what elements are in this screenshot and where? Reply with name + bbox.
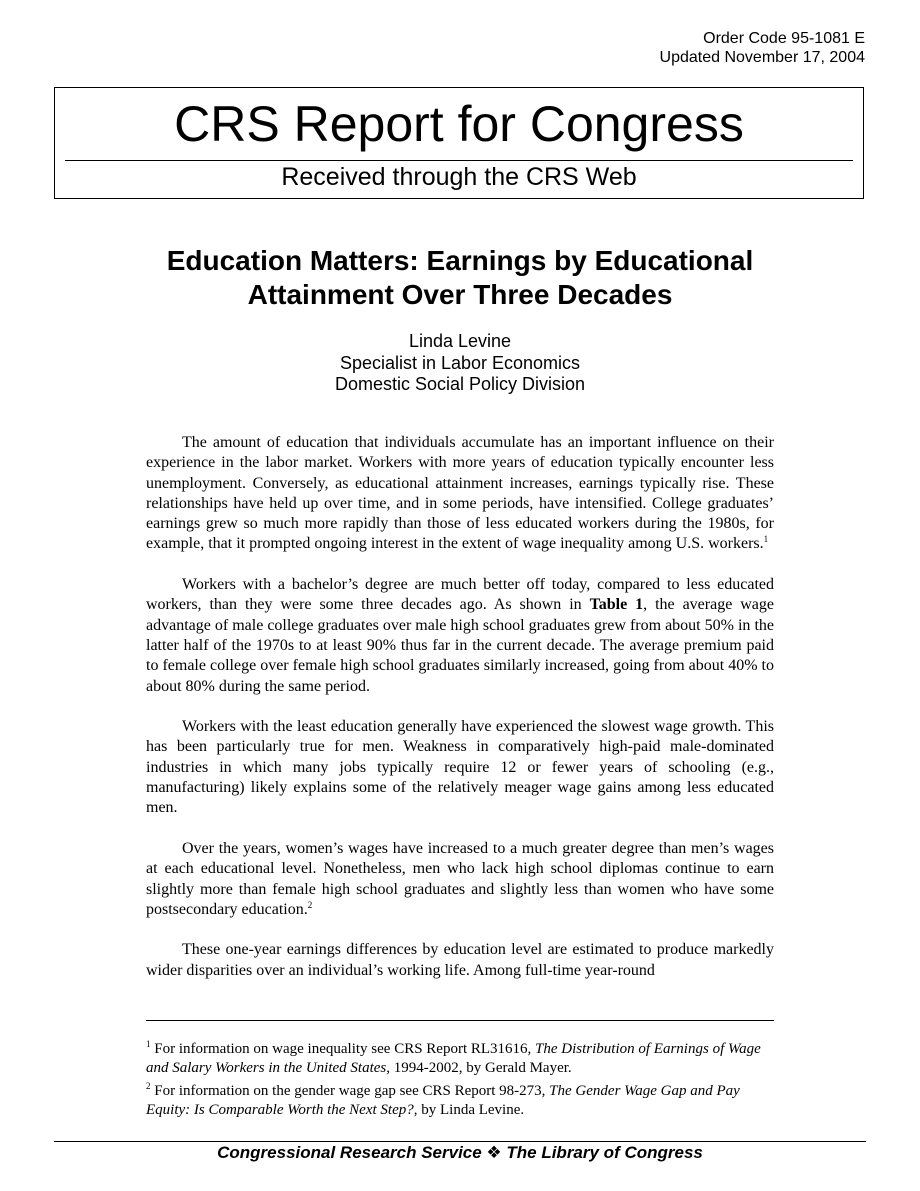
paragraph-4 [146,839,774,920]
footnote-2-text-a: For information on the gender wage gap see CRS Report 98-273, [150,1083,550,1099]
banner-divider [65,160,853,161]
author-role: Specialist in Labor Economics [339,352,581,373]
author-block [200,331,720,396]
report-body [146,433,774,1001]
report-title-line-2: Attainment Over Three Decades [247,279,673,310]
banner-title: CRS Report for Congress [174,96,744,152]
footnote-ref-2: 2 [307,899,313,910]
footnote-1-text-b: , 1994-2002, by Gerald Mayer. [386,1059,572,1076]
paragraph-2-text-b: , the average wage advantage of male college graduates over male high school graduates grew from about 50% in the latter half of the 1970s to at least 90% thus far in the current decade. The average premium paid to female college over female high school graduates similarly increased, going from about 40% to about 80% during the same period. [146,596,775,695]
paragraph-4-text: Over the years, women’s wages have increased to a much greater degree than men’s wages at each educational level. Nonetheless, men who lack high school diplomas continue to earn slightly more than female high school graduates and slightly less than women who have some postsecondary education. [146,839,774,918]
order-code: Order Code 95-1081 E [703,30,865,47]
footnote-1-number: 1 [146,1039,151,1049]
footnote-divider [146,1020,774,1021]
footnote-2 [146,1082,774,1119]
paragraph-2 [146,575,774,697]
footnote-2-text-b: , by Linda Levine. [413,1101,525,1118]
footnote-1-text-a: For information on wage inequality see CRS Report RL31616, [150,1041,536,1057]
author-division: Domestic Social Policy Division [334,374,586,394]
page-footer: Congressional Research Service ❖ The Library of Congress [217,1143,703,1162]
footnote-1-title: The Distribution of Earnings of Wage and Salary Workers in the United States [146,1041,761,1076]
report-title-line-1: Education Matters: Earnings by Educational [166,245,754,276]
updated-date: Updated November 17, 2004 [659,49,865,66]
footer-divider [54,1141,866,1142]
footnotes [146,1040,774,1124]
crs-banner [54,87,864,199]
paragraph-1-text: The amount of education that individuals accumulate has an important influence on their experience in the labor market. Workers with more years of education typically encounter less unemployment. Conversely, as educational attainment increases, earnings typically rise. These relationships have held up over time, and in some periods, have intensified. College graduates’ earnings grew so much more rapidly than those of less educated workers during the 1980s, for example, that it prompted ongoing interest in the extent of wage inequality among U.S. workers. [146,434,774,553]
paragraph-2-text-a: Workers with a bachelor’s degree are much better off today, compared to less educated workers, than they were some three decades ago. As shown in [146,576,774,614]
report-title [100,244,820,312]
footnote-ref-1: 1 [763,534,769,545]
paragraph-3: Workers with the least education generally have experienced the slowest wage growth. This has been particularly true for men. Weakness in comparatively high-paid male-dominated industries in which many jobs typically require 12 or fewer years of schooling (e.g., manufacturing) likely explains some of the relatively meager wage gains among less educated men. [146,718,774,817]
footnote-2-number: 2 [146,1081,151,1091]
paragraph-1 [146,433,774,555]
banner-subtitle: Received through the CRS Web [281,163,637,191]
footnote-2-title: The Gender Wage Gap and Pay Equity: Is Comparable Worth the Next Step? [146,1083,740,1118]
table-1-reference: Table 1 [589,596,644,614]
order-info [660,29,865,67]
footnote-1 [146,1040,774,1077]
paragraph-5: These one-year earnings differences by education level are estimated to produce markedly wider disparities over an individual’s working life. Among full-time year-round [146,941,774,979]
author-name: Linda Levine [408,331,512,351]
